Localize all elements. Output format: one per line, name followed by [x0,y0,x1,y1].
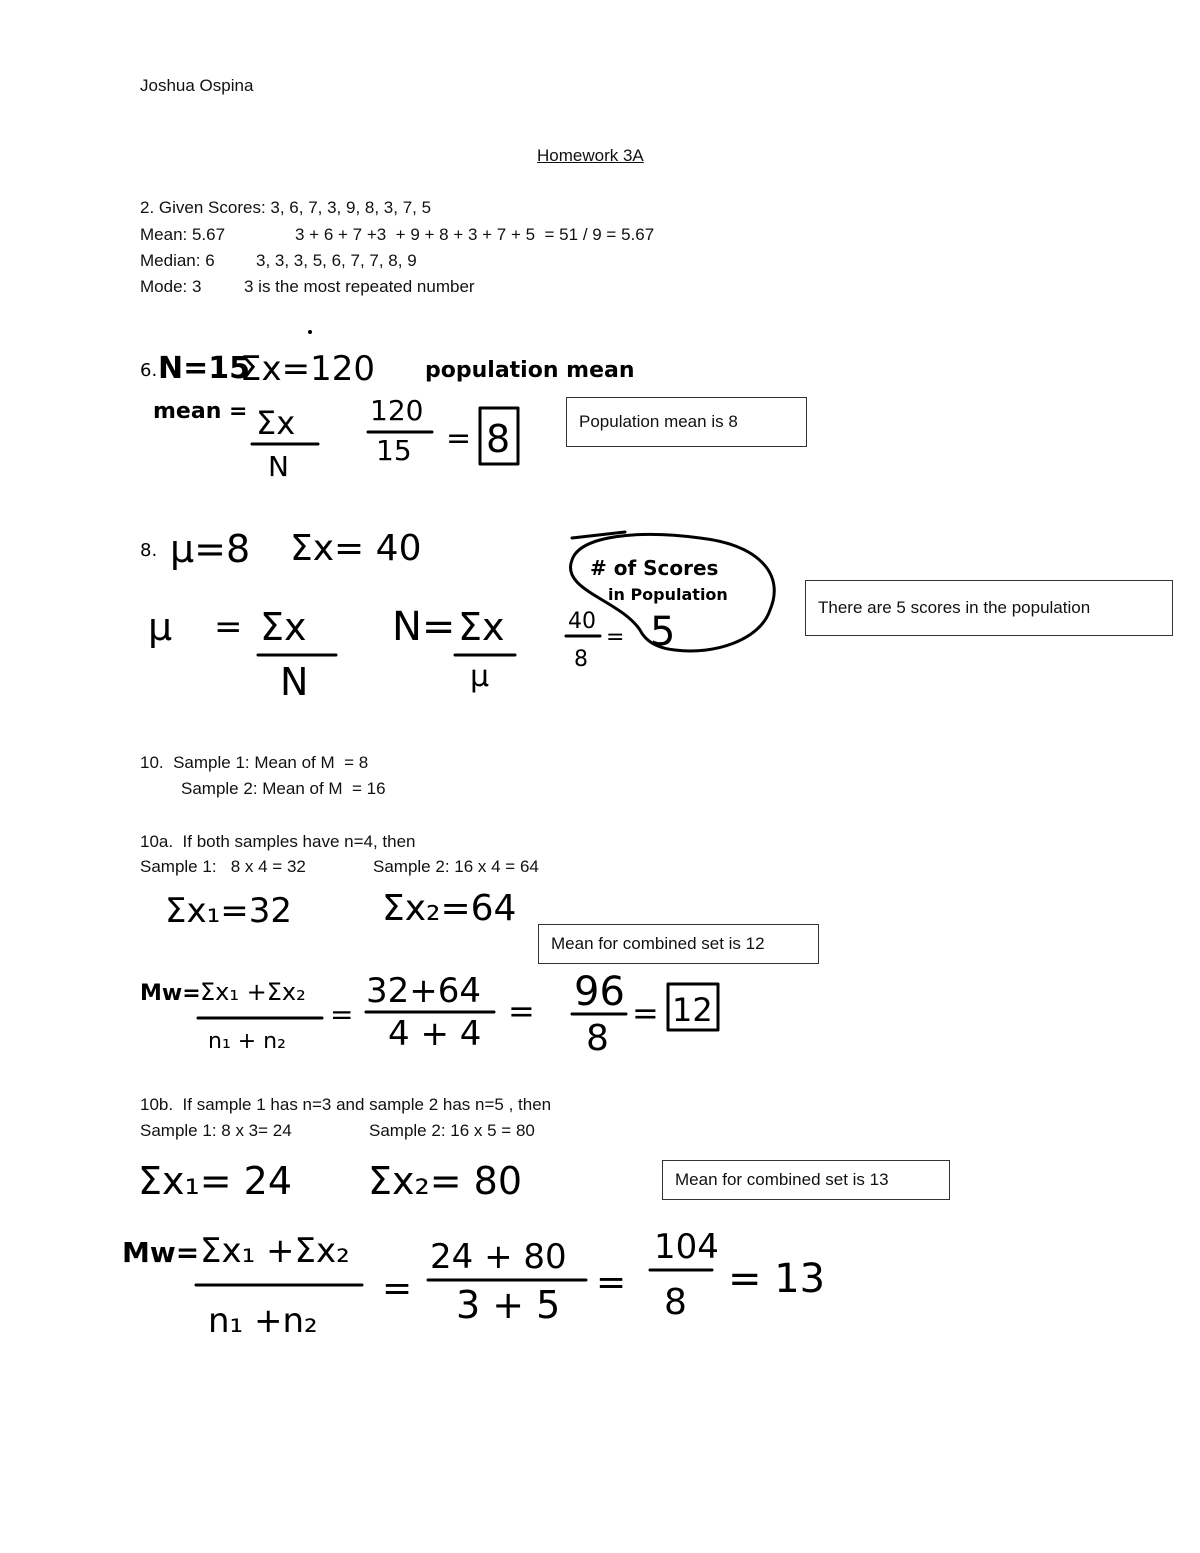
q8-handwriting [140,527,774,704]
q6-sum-x: Σx [256,404,296,442]
q10a-sum2: Σx₂=64 [382,888,517,929]
q8-equals: = [214,607,243,647]
q6-denominator: N [268,450,289,483]
page-title: Homework 3A [537,146,644,165]
q10a-equals-1: = [330,998,354,1031]
q10a-sum1: Σx₁=32 [165,891,292,931]
q2-median-label: Median: 6 [140,251,215,270]
q10b-sample1: Sample 1: 8 x 3= 24 [140,1121,292,1140]
q6-denominator-value: 15 [376,434,412,467]
q10b-total-num: 104 [654,1227,719,1267]
q6-formula-label: mean = [153,399,248,424]
q6-given-n: N=15 [158,351,250,386]
q6-answer-box-text: Population mean is 8 [579,412,738,431]
q10a-total-num: 96 [574,969,625,1015]
q10a-sample1: Sample 1: 8 x 4 = 32 [140,857,306,876]
q10a-heading: 10a. If both samples have n=4, then [140,832,416,851]
q8-sum-x-2: Σx [458,605,505,649]
q10a-answer-box-text: Mean for combined set is 12 [551,934,765,953]
q10b-equals-1: = [382,1268,413,1309]
q10b-heading: 10b. If sample 1 has n=3 and sample 2 has n=5 , then [140,1095,552,1114]
q8-number: 8. [140,540,158,561]
q10b-value-num: 24 + 80 [430,1237,567,1277]
q2-median-work: 3, 3, 3, 5, 6, 7, 7, 8, 9 [256,251,417,270]
q6-handwriting [140,349,635,483]
q2-mean-work: 3 + 6 + 7 +3 + 9 + 8 + 3 + 7 + 5 = 51 / 9 = 5.67 [295,225,655,244]
q10-sample1: 10. Sample 1: Mean of M = 8 [140,753,369,772]
q10a-sample2: Sample 2: 16 x 4 = 64 [373,857,539,876]
q8-given-mu: μ=8 [170,527,251,571]
q8-bubble-line1: # of Scores [590,556,719,580]
q10b-mw: Mw= [122,1236,200,1269]
q10a-value-den: 4 + 4 [388,1014,482,1054]
q8-numerator-value: 40 [568,609,596,634]
q10b-formula-num: Σx₁ +Σx₂ [200,1231,350,1271]
q8-mu-2: μ [470,659,490,694]
q10a-equals-3: = [632,994,659,1032]
q8-answer-box-text: There are 5 scores in the population [818,598,1091,617]
q10b-sum2: Σx₂= 80 [368,1159,523,1203]
q10a-total-den: 8 [586,1018,609,1059]
q10-sample2: Sample 2: Mean of M = 16 [181,779,386,798]
q2-given: 2. Given Scores: 3, 6, 7, 3, 9, 8, 3, 7, 5 [140,198,432,217]
q10a-formula-den: n₁ + n₂ [208,1029,286,1054]
q8-N: N [280,660,309,704]
q6-given-sum: Σx=120 [240,349,375,389]
q10b-sum1: Σx₁= 24 [138,1159,293,1203]
q6-number: 6. [140,360,158,381]
q8-given-sum: Σx= 40 [290,528,422,569]
q6-note: population mean [425,358,635,383]
q10a-formula-num: Σx₁ +Σx₂ [200,978,306,1006]
q10b-handwriting [122,1159,825,1341]
q8-answer: 5 [650,609,676,655]
q10a-value-num: 32+64 [366,971,482,1011]
q2-mean-label: Mean: 5.67 [140,225,226,244]
q2-mode-work: 3 is the most repeated number [244,277,475,296]
q6-numerator-value: 120 [370,394,424,427]
q10b-sample2: Sample 2: 16 x 5 = 80 [369,1121,535,1140]
q10b-answer-box-text: Mean for combined set is 13 [675,1170,889,1189]
q8-value-equals: = [606,625,625,650]
q8-denominator-value: 8 [574,647,588,672]
q10b-formula-den: n₁ +n₂ [208,1301,318,1341]
q10a-equals-2: = [508,992,535,1030]
q8-mu: μ [148,605,173,649]
author-name: Joshua Ospina [140,76,254,95]
q10a-handwriting [140,888,718,1059]
q10a-mw: Mw= [140,981,201,1006]
q2-mode-label: Mode: 3 [140,277,202,296]
q10b-total-den: 8 [664,1282,687,1323]
q10b-answer: = 13 [728,1256,826,1302]
q10b-value-den: 3 + 5 [456,1283,561,1327]
q8-bubble-line2: in Population [608,585,728,604]
q10b-equals-2: = [596,1262,627,1303]
stray-dot [308,330,312,334]
q6-answer: 8 [486,417,511,461]
q10a-answer: 12 [672,991,713,1029]
q8-sum-x: Σx [260,605,307,649]
q8-N-eq: N= [392,604,456,650]
q6-equals: = [446,421,472,456]
